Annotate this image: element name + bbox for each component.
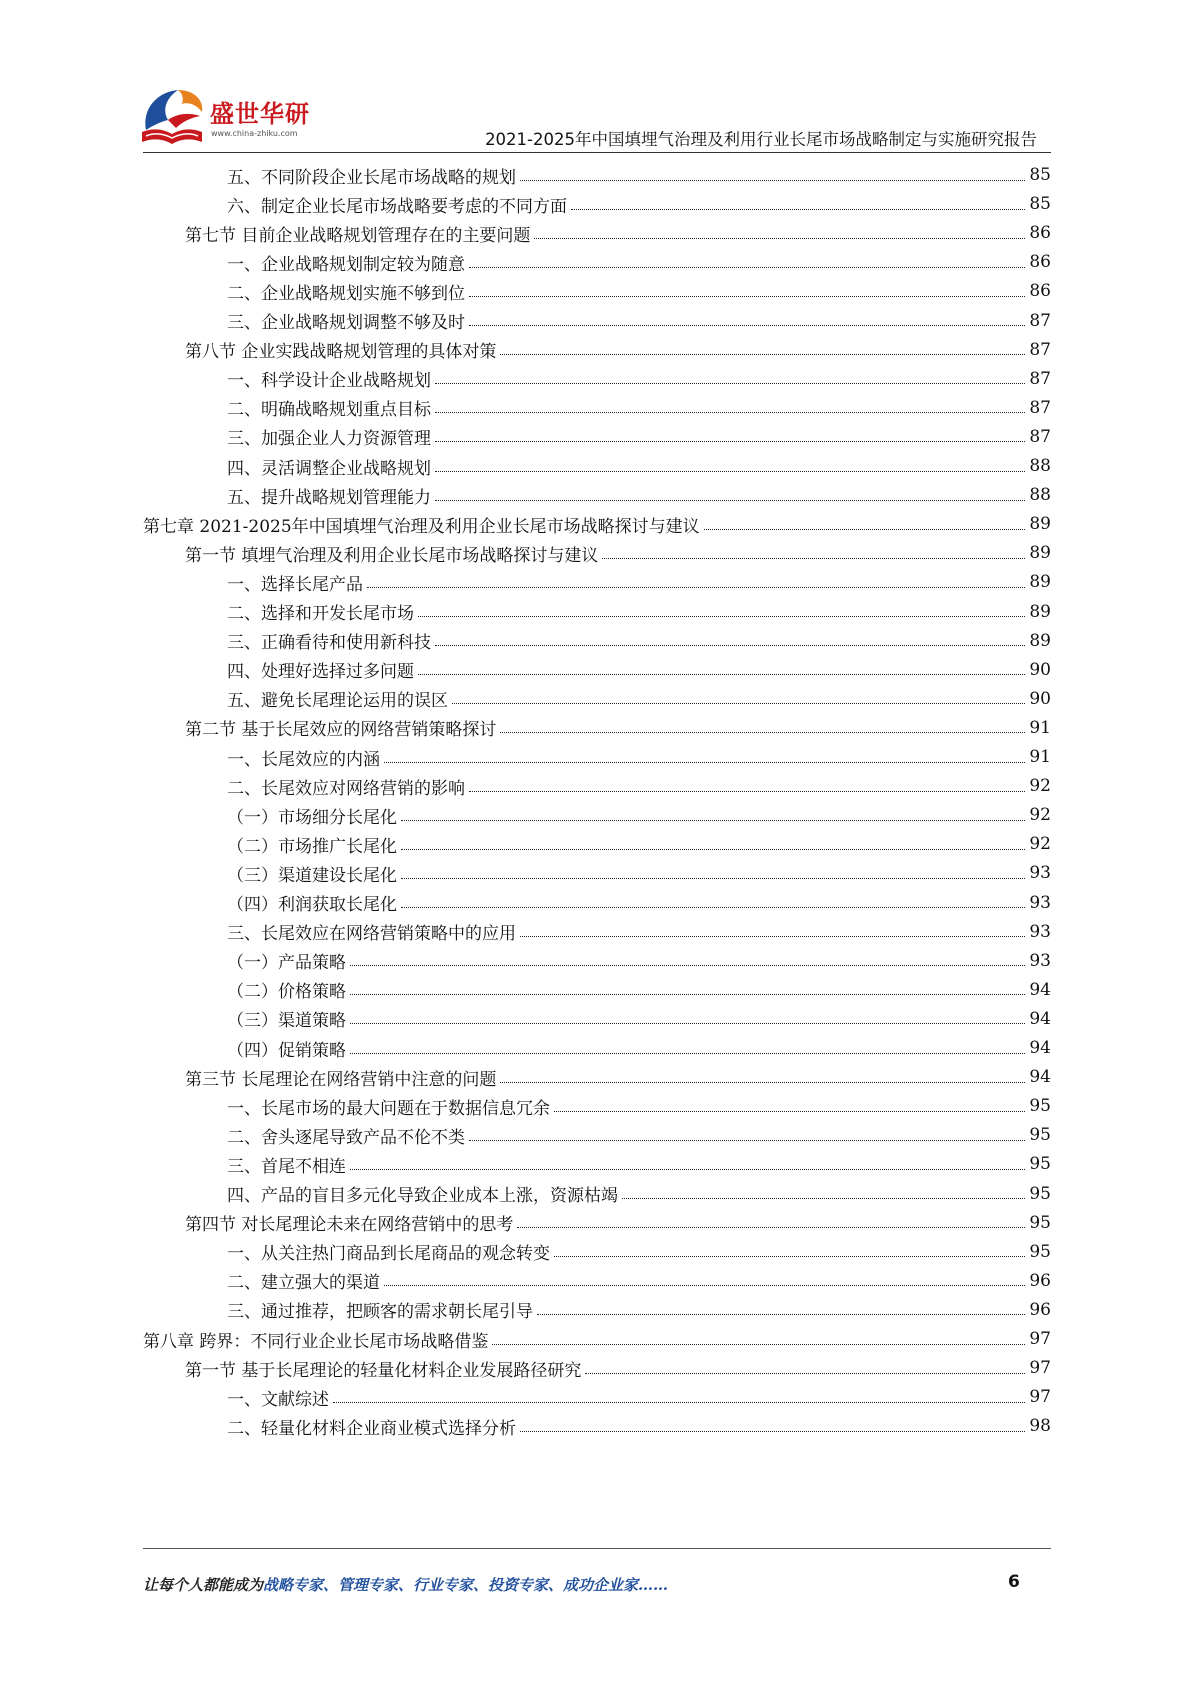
toc-entry[interactable] [227, 800, 1051, 830]
toc-entry[interactable] [227, 1179, 1051, 1209]
toc-entry-page: 88 [1029, 485, 1051, 506]
toc-entry-page: 90 [1029, 659, 1051, 680]
toc-entry-title: （一）市场细分长尾化 [227, 807, 397, 828]
dot-leader [469, 791, 1025, 792]
dot-leader [333, 1402, 1025, 1403]
toc-entry-page: 85 [1029, 165, 1051, 185]
toc-entry[interactable] [227, 189, 1051, 219]
toc-entry-page: 92 [1029, 805, 1051, 826]
toc-entry-page: 89 [1029, 514, 1051, 535]
toc-entry-page: 95 [1029, 1183, 1051, 1204]
toc-entry[interactable] [227, 742, 1051, 772]
toc-entry-page: 95 [1029, 1241, 1051, 1262]
dot-leader [534, 238, 1025, 239]
toc-entry-title: 四、处理好选择过多问题 [227, 662, 414, 683]
toc-entry-page: 86 [1029, 252, 1051, 273]
toc-entry-page: 91 [1029, 717, 1051, 738]
dot-leader [492, 1344, 1025, 1345]
toc-entry-title: 第二节 基于长尾效应的网络营销策略探讨 [185, 720, 497, 741]
toc-entry-title: 一、从关注热门商品到长尾商品的观念转变 [227, 1244, 550, 1265]
toc-entry-title: 二、选择和开发长尾市场 [227, 604, 414, 624]
toc-entry[interactable] [185, 1353, 1051, 1383]
toc-entry[interactable] [227, 858, 1051, 888]
toc-entry-title: 一、科学设计企业战略规划 [227, 371, 431, 392]
dot-leader [469, 296, 1025, 297]
dot-leader [435, 441, 1025, 442]
toc-entry-page: 85 [1029, 194, 1051, 215]
toc-entry-page: 87 [1029, 339, 1051, 360]
toc-entry[interactable] [227, 1004, 1051, 1034]
dot-leader [704, 529, 1026, 530]
toc-entry-title: （三）渠道建设长尾化 [227, 865, 397, 886]
toc-entry-title: （四）利润获取长尾化 [227, 895, 397, 915]
toc-entry[interactable] [227, 276, 1051, 306]
slogan-highlight: 战略专家、管理专家、行业专家、投资专家、成功企业家…… [263, 1576, 669, 1594]
dot-leader [435, 383, 1025, 384]
toc-entry-page: 86 [1029, 223, 1051, 244]
toc-entry[interactable] [227, 655, 1051, 685]
dot-leader [367, 587, 1025, 588]
dot-leader [537, 1314, 1025, 1315]
dot-leader [435, 471, 1025, 472]
toc-entry[interactable] [227, 975, 1051, 1005]
footer-slogan [143, 1574, 668, 1595]
toc-entry[interactable] [143, 1324, 1051, 1354]
toc-entry-title: 五、不同阶段企业长尾市场战略的规划 [227, 167, 516, 188]
dot-leader [401, 878, 1025, 879]
toc-entry[interactable] [227, 684, 1051, 714]
toc-entry[interactable] [227, 364, 1051, 394]
toc-entry[interactable] [227, 451, 1051, 481]
toc-entry-page: 87 [1029, 310, 1051, 331]
toc-entry-page: 95 [1029, 1125, 1051, 1146]
toc-entry-page: 88 [1029, 456, 1051, 476]
toc-entry[interactable] [227, 306, 1051, 336]
dot-leader [469, 1140, 1025, 1141]
toc-entry[interactable] [227, 946, 1051, 976]
toc-entry-title: 一、长尾效应的内涵 [227, 749, 380, 770]
toc-entry-title: 第三节 长尾理论在网络营销中注意的问题 [185, 1069, 497, 1090]
toc-entry-page: 96 [1029, 1299, 1051, 1320]
toc-entry-title: （四）促销策略 [227, 1040, 346, 1061]
slogan-prefix: 让每个人都能成为 [143, 1576, 264, 1594]
toc-entry-title: 三、通过推荐，把顾客的需求朝长尾引导 [227, 1302, 533, 1323]
toc-entry[interactable] [227, 771, 1051, 801]
toc-entry[interactable] [227, 1120, 1051, 1150]
dot-leader [500, 354, 1025, 355]
dot-leader [401, 849, 1025, 850]
dot-leader [517, 1227, 1025, 1228]
toc-entry-page: 93 [1029, 950, 1051, 971]
document-title: 2021-2025年中国填埋气治理及利用行业长尾市场战略制定与实施研究报告 [485, 130, 1037, 149]
toc-entry-page: 95 [1029, 1212, 1051, 1233]
toc-entry-page: 92 [1029, 834, 1051, 855]
toc-entry-title: 三、正确看待和使用新科技 [227, 633, 431, 654]
toc-entry[interactable] [227, 626, 1051, 656]
dot-leader [554, 1256, 1025, 1257]
toc-entry[interactable] [227, 1411, 1051, 1441]
dot-leader [435, 500, 1025, 501]
toc-entry-page: 97 [1029, 1329, 1051, 1349]
toc-entry-page: 97 [1029, 1358, 1051, 1379]
toc-entry-page: 96 [1029, 1270, 1051, 1291]
toc-entry-title: 二、明确战略规划重点目标 [227, 400, 431, 421]
dot-leader [350, 1053, 1025, 1054]
dot-leader [418, 674, 1025, 675]
toc-entry[interactable] [227, 247, 1051, 277]
page-header [0, 0, 1191, 150]
toc-entry-page: 94 [1029, 1067, 1051, 1088]
toc-entry-title: 第一节 基于长尾理论的轻量化材料企业发展路径研究 [185, 1360, 582, 1381]
dot-leader [585, 1373, 1025, 1374]
toc-entry-title: 二、长尾效应对网络营销的影响 [227, 778, 465, 799]
dot-leader [500, 732, 1025, 733]
toc-entry[interactable] [227, 829, 1051, 859]
toc-entry-title: 五、提升战略规划管理能力 [227, 487, 431, 508]
toc-entry[interactable] [227, 917, 1051, 947]
footer-divider [143, 1548, 1051, 1549]
toc-entry-page: 94 [1029, 1008, 1051, 1029]
toc-entry-title: 三、首尾不相连 [227, 1156, 346, 1177]
toc-entry-title: 二、建立强大的渠道 [227, 1273, 380, 1294]
dot-leader [520, 180, 1025, 181]
toc-entry-page: 87 [1029, 368, 1051, 389]
toc-entry-page: 87 [1029, 397, 1051, 418]
toc-entry-title: （二）市场推广长尾化 [227, 836, 397, 857]
toc-entry-page: 89 [1029, 572, 1051, 593]
book-swoosh-logo-icon [138, 84, 208, 150]
toc-entry-page: 95 [1029, 1154, 1051, 1175]
toc-entry-page: 89 [1029, 630, 1051, 651]
toc-entry-page: 94 [1029, 979, 1051, 1000]
toc-entry[interactable] [227, 1266, 1051, 1296]
toc-entry-page: 93 [1029, 863, 1051, 884]
toc-entry-title: 第七节 目前企业战略规划管理存在的主要问题 [185, 225, 531, 246]
dot-leader [602, 558, 1025, 559]
toc-entry[interactable] [185, 1208, 1051, 1238]
toc-entry[interactable] [227, 1237, 1051, 1267]
dot-leader [384, 762, 1025, 763]
toc-entry[interactable] [185, 538, 1051, 568]
toc-entry-title: 四、灵活调整企业战略规划 [227, 458, 431, 479]
toc-entry-page: 86 [1029, 281, 1051, 302]
toc-entry-title: 三、企业战略规划调整不够及时 [227, 313, 465, 333]
toc-entry-page: 94 [1029, 1038, 1051, 1058]
dot-leader [554, 1111, 1025, 1112]
dot-leader [350, 994, 1025, 995]
toc-entry-page: 93 [1029, 921, 1051, 942]
header-divider [143, 152, 1051, 153]
toc-entry-title: 一、长尾市场的最大问题在于数据信息冗余 [227, 1098, 550, 1119]
dot-leader [350, 1023, 1025, 1024]
dot-leader [435, 412, 1025, 413]
toc-entry-title: 第四节 对长尾理论未来在网络营销中的思考 [185, 1215, 514, 1236]
toc-entry-title: 第一节 填埋气治理及利用企业长尾市场战略探讨与建议 [185, 545, 599, 566]
toc-entry[interactable] [227, 480, 1051, 510]
dot-leader [350, 965, 1025, 966]
toc-entry-title: （三）渠道策略 [227, 1011, 346, 1032]
toc-entry[interactable] [143, 509, 1051, 539]
logo-name: 盛世华研 [210, 100, 310, 128]
toc-entry[interactable] [227, 1295, 1051, 1325]
toc-entry-page: 89 [1029, 543, 1051, 564]
toc-entry-title: 第八节 企业实践战略规划管理的具体对策 [185, 342, 497, 363]
toc-entry[interactable] [227, 888, 1051, 918]
company-logo [138, 84, 328, 150]
toc-entry-title: 二、舍头逐尾导致产品不伦不类 [227, 1127, 465, 1148]
toc-entry-title: 三、长尾效应在网络营销策略中的应用 [227, 924, 516, 945]
dot-leader [350, 1169, 1025, 1170]
dot-leader [384, 1285, 1025, 1286]
toc-entry[interactable] [227, 1149, 1051, 1179]
toc-entry-page: 97 [1029, 1387, 1051, 1408]
toc-entry-title: 五、避免长尾理论运用的误区 [227, 691, 448, 712]
toc-entry[interactable] [185, 1062, 1051, 1092]
toc-entry[interactable] [185, 218, 1051, 248]
toc-entry[interactable] [227, 597, 1051, 627]
toc-entry-page: 91 [1029, 747, 1051, 767]
toc-entry-title: 二、轻量化材料企业商业模式选择分析 [227, 1418, 516, 1439]
dot-leader [452, 703, 1025, 704]
toc-entry-page: 90 [1029, 688, 1051, 709]
dot-leader [418, 616, 1025, 617]
toc-entry-title: 四、产品的盲目多元化导致企业成本上涨，资源枯竭 [227, 1186, 618, 1206]
toc-entry-title: 三、加强企业人力资源管理 [227, 429, 431, 450]
toc-entry-title: 第七章 2021-2025年中国填埋气治理及利用企业长尾市场战略探讨与建议 [143, 516, 700, 537]
dot-leader [469, 267, 1025, 268]
toc-entry[interactable] [227, 160, 1051, 190]
toc-entry-title: 二、企业战略规划实施不够到位 [227, 283, 465, 304]
toc-entry[interactable] [185, 335, 1051, 365]
toc-entry-title: 一、企业战略规划制定较为随意 [227, 254, 465, 275]
toc-entry-title: 六、制定企业长尾市场战略要考虑的不同方面 [227, 196, 567, 217]
dot-leader [571, 209, 1025, 210]
toc-entry[interactable] [227, 393, 1051, 423]
toc-entry[interactable] [227, 1033, 1051, 1063]
toc-entry-page: 89 [1029, 601, 1051, 622]
toc-entry[interactable] [227, 567, 1051, 597]
dot-leader [622, 1198, 1025, 1199]
toc-entry-page: 95 [1029, 1096, 1051, 1117]
toc-entry[interactable] [227, 1382, 1051, 1412]
dot-leader [401, 820, 1025, 821]
toc-entry-page: 92 [1029, 776, 1051, 797]
toc-entry-page: 98 [1029, 1416, 1051, 1437]
toc-entry-page: 93 [1029, 892, 1051, 913]
dot-leader [500, 1082, 1025, 1083]
toc-entry-title: 一、选择长尾产品 [227, 574, 363, 595]
toc-entry-title: （一）产品策略 [227, 953, 346, 974]
toc-entry-title: 一、文献综述 [227, 1389, 329, 1410]
dot-leader [435, 645, 1025, 646]
toc-entry[interactable] [227, 1091, 1051, 1121]
page-number: 6 [1008, 1572, 1020, 1592]
logo-url: www.china-zhiku.com [211, 129, 298, 138]
toc-entry-title: 第八章 跨界：不同行业企业长尾市场战略借鉴 [143, 1331, 489, 1352]
toc-entry[interactable] [227, 422, 1051, 452]
dot-leader [520, 1431, 1025, 1432]
toc-entry[interactable] [185, 713, 1051, 743]
dot-leader [469, 325, 1025, 326]
toc-entry-title: （二）价格策略 [227, 982, 346, 1003]
toc-entry-page: 87 [1029, 426, 1051, 447]
dot-leader [401, 907, 1025, 908]
dot-leader [520, 936, 1025, 937]
